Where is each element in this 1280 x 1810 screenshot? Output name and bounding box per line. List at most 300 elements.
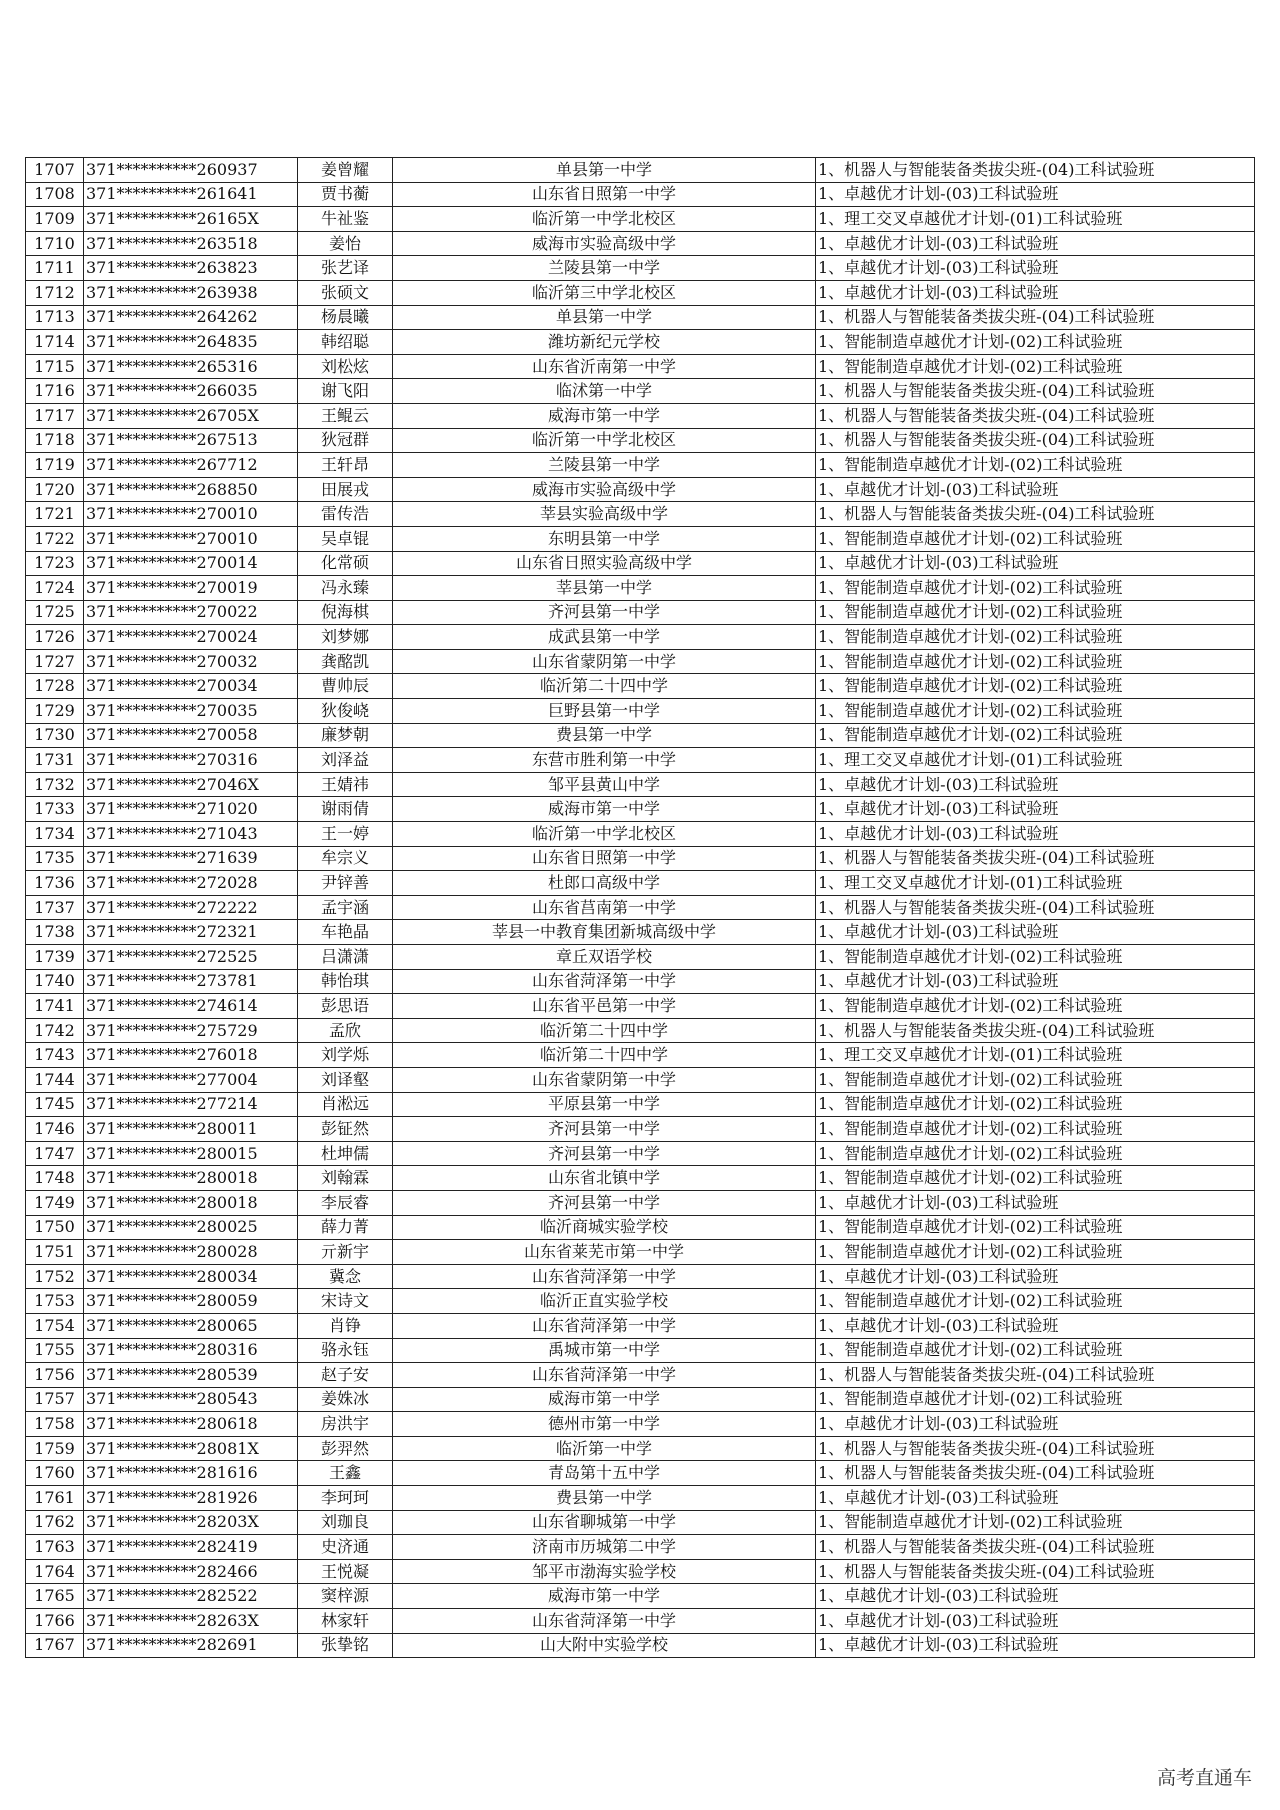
cell-school: 临沂第一中学 — [393, 1436, 816, 1461]
cell-seq-number: 1744 — [26, 1067, 84, 1092]
cell-seq-number: 1734 — [26, 822, 84, 847]
cell-seq-number: 1714 — [26, 330, 84, 355]
cell-program: 1、卓越优才计划-(03)工科试验班 — [816, 182, 1255, 207]
cell-school: 山东省蒙阴第一中学 — [393, 649, 816, 674]
cell-program: 1、卓越优才计划-(03)工科试验班 — [816, 969, 1255, 994]
table-row — [26, 945, 1255, 970]
cell-program: 1、机器人与智能装备类拔尖班-(04)工科试验班 — [816, 428, 1255, 453]
cell-seq-number: 1761 — [26, 1486, 84, 1511]
cell-seq-number: 1764 — [26, 1559, 84, 1584]
cell-school: 禹城市第一中学 — [393, 1338, 816, 1363]
cell-seq-number: 1732 — [26, 772, 84, 797]
cell-student-name: 谢雨倩 — [298, 797, 393, 822]
cell-student-name: 刘译壑 — [298, 1067, 393, 1092]
cell-id-number: 371**********263823 — [84, 256, 298, 281]
cell-student-name: 彭钲然 — [298, 1117, 393, 1142]
table-row — [26, 1141, 1255, 1166]
cell-student-name: 张硕文 — [298, 280, 393, 305]
cell-student-name: 曹帅辰 — [298, 674, 393, 699]
cell-student-name: 狄俊峣 — [298, 699, 393, 724]
cell-seq-number: 1755 — [26, 1338, 84, 1363]
cell-student-name: 刘珈良 — [298, 1510, 393, 1535]
cell-program: 1、智能制造卓越优才计划-(02)工科试验班 — [816, 354, 1255, 379]
cell-seq-number: 1746 — [26, 1117, 84, 1142]
cell-seq-number: 1759 — [26, 1436, 84, 1461]
cell-id-number: 371**********272222 — [84, 895, 298, 920]
table-row — [26, 1633, 1255, 1658]
cell-school: 莘县实验高级中学 — [393, 502, 816, 527]
cell-student-name: 彭羿然 — [298, 1436, 393, 1461]
cell-seq-number: 1723 — [26, 551, 84, 576]
cell-id-number: 371**********280618 — [84, 1412, 298, 1437]
cell-school: 山东省平邑第一中学 — [393, 994, 816, 1019]
cell-id-number: 371**********264262 — [84, 305, 298, 330]
cell-id-number: 371**********263518 — [84, 231, 298, 256]
cell-student-name: 宋诗文 — [298, 1289, 393, 1314]
table-row — [26, 428, 1255, 453]
cell-seq-number: 1758 — [26, 1412, 84, 1437]
cell-student-name: 冀念 — [298, 1264, 393, 1289]
cell-school: 山东省菏泽第一中学 — [393, 1264, 816, 1289]
cell-seq-number: 1765 — [26, 1584, 84, 1609]
table-row — [26, 1363, 1255, 1388]
cell-program: 1、智能制造卓越优才计划-(02)工科试验班 — [816, 1289, 1255, 1314]
table-body — [26, 158, 1255, 1658]
cell-school: 山东省菏泽第一中学 — [393, 1313, 816, 1338]
cell-student-name: 王轩昂 — [298, 453, 393, 478]
table-row — [26, 453, 1255, 478]
cell-student-name: 吴卓锟 — [298, 526, 393, 551]
cell-seq-number: 1736 — [26, 871, 84, 896]
cell-program: 1、机器人与智能装备类拔尖班-(04)工科试验班 — [816, 1461, 1255, 1486]
cell-seq-number: 1715 — [26, 354, 84, 379]
cell-student-name: 刘学烁 — [298, 1043, 393, 1068]
cell-program: 1、卓越优才计划-(03)工科试验班 — [816, 1412, 1255, 1437]
cell-student-name: 车艳晶 — [298, 920, 393, 945]
cell-school: 潍坊新纪元学校 — [393, 330, 816, 355]
cell-seq-number: 1720 — [26, 477, 84, 502]
cell-program: 1、智能制造卓越优才计划-(02)工科试验班 — [816, 723, 1255, 748]
table-row — [26, 1486, 1255, 1511]
cell-program: 1、理工交叉卓越优才计划-(01)工科试验班 — [816, 1043, 1255, 1068]
cell-program: 1、智能制造卓越优才计划-(02)工科试验班 — [816, 994, 1255, 1019]
cell-id-number: 371**********27046X — [84, 772, 298, 797]
table-row — [26, 207, 1255, 232]
cell-school: 东明县第一中学 — [393, 526, 816, 551]
cell-school: 临沂第一中学北校区 — [393, 207, 816, 232]
cell-school: 章丘双语学校 — [393, 945, 816, 970]
cell-id-number: 371**********280539 — [84, 1363, 298, 1388]
cell-student-name: 姜姝冰 — [298, 1387, 393, 1412]
cell-school: 莘县第一中学 — [393, 576, 816, 601]
cell-student-name: 王悦凝 — [298, 1559, 393, 1584]
cell-school: 山东省日照第一中学 — [393, 182, 816, 207]
cell-id-number: 371**********282522 — [84, 1584, 298, 1609]
cell-program: 1、机器人与智能装备类拔尖班-(04)工科试验班 — [816, 1535, 1255, 1560]
cell-id-number: 371**********260937 — [84, 158, 298, 183]
cell-student-name: 化常硕 — [298, 551, 393, 576]
cell-school: 济南市历城第二中学 — [393, 1535, 816, 1560]
cell-id-number: 371**********28263X — [84, 1609, 298, 1634]
cell-seq-number: 1719 — [26, 453, 84, 478]
cell-school: 青岛第十五中学 — [393, 1461, 816, 1486]
table-row — [26, 403, 1255, 428]
table-row — [26, 1117, 1255, 1142]
cell-school: 山东省莱芜市第一中学 — [393, 1240, 816, 1265]
table-row — [26, 1584, 1255, 1609]
cell-program: 1、智能制造卓越优才计划-(02)工科试验班 — [816, 330, 1255, 355]
cell-seq-number: 1739 — [26, 945, 84, 970]
cell-student-name: 张挚铭 — [298, 1633, 393, 1658]
cell-seq-number: 1711 — [26, 256, 84, 281]
cell-id-number: 371**********270019 — [84, 576, 298, 601]
cell-student-name: 姜曾耀 — [298, 158, 393, 183]
cell-student-name: 田展戎 — [298, 477, 393, 502]
table-row — [26, 1215, 1255, 1240]
table-row — [26, 182, 1255, 207]
cell-id-number: 371**********272321 — [84, 920, 298, 945]
table-row — [26, 748, 1255, 773]
table-row — [26, 551, 1255, 576]
cell-student-name: 肖淞远 — [298, 1092, 393, 1117]
cell-school: 德州市第一中学 — [393, 1412, 816, 1437]
cell-school: 杜郎口高级中学 — [393, 871, 816, 896]
cell-program: 1、卓越优才计划-(03)工科试验班 — [816, 1190, 1255, 1215]
table-row — [26, 1387, 1255, 1412]
cell-student-name: 韩怡琪 — [298, 969, 393, 994]
table-row — [26, 354, 1255, 379]
cell-student-name: 史济通 — [298, 1535, 393, 1560]
cell-id-number: 371**********274614 — [84, 994, 298, 1019]
cell-student-name: 廉梦朝 — [298, 723, 393, 748]
cell-student-name: 亓新宇 — [298, 1240, 393, 1265]
cell-school: 山东省沂南第一中学 — [393, 354, 816, 379]
cell-seq-number: 1749 — [26, 1190, 84, 1215]
cell-seq-number: 1716 — [26, 379, 84, 404]
cell-program: 1、卓越优才计划-(03)工科试验班 — [816, 551, 1255, 576]
cell-id-number: 371**********280018 — [84, 1166, 298, 1191]
cell-seq-number: 1730 — [26, 723, 84, 748]
table-row — [26, 1313, 1255, 1338]
cell-id-number: 371**********280316 — [84, 1338, 298, 1363]
table-row — [26, 920, 1255, 945]
cell-program: 1、机器人与智能装备类拔尖班-(04)工科试验班 — [816, 895, 1255, 920]
cell-student-name: 龚酩凯 — [298, 649, 393, 674]
cell-seq-number: 1748 — [26, 1166, 84, 1191]
table-row — [26, 256, 1255, 281]
cell-student-name: 杜坤儒 — [298, 1141, 393, 1166]
cell-school: 临沂第一中学北校区 — [393, 428, 816, 453]
cell-school: 山大附中实验学校 — [393, 1633, 816, 1658]
cell-id-number: 371**********271639 — [84, 846, 298, 871]
table-row — [26, 158, 1255, 183]
cell-student-name: 狄冠群 — [298, 428, 393, 453]
cell-program: 1、卓越优才计划-(03)工科试验班 — [816, 1486, 1255, 1511]
cell-id-number: 371**********26165X — [84, 207, 298, 232]
table-row — [26, 1412, 1255, 1437]
cell-student-name: 王婧祎 — [298, 772, 393, 797]
table-row — [26, 1559, 1255, 1584]
cell-school: 邹平市渤海实验学校 — [393, 1559, 816, 1584]
cell-id-number: 371**********270010 — [84, 526, 298, 551]
cell-program: 1、卓越优才计划-(03)工科试验班 — [816, 822, 1255, 847]
admission-list-table — [25, 157, 1255, 1658]
table-row — [26, 1461, 1255, 1486]
table-row — [26, 1338, 1255, 1363]
cell-school: 邹平县黄山中学 — [393, 772, 816, 797]
table-row — [26, 822, 1255, 847]
cell-seq-number: 1710 — [26, 231, 84, 256]
cell-school: 费县第一中学 — [393, 1486, 816, 1511]
cell-student-name: 骆永钰 — [298, 1338, 393, 1363]
cell-id-number: 371**********280025 — [84, 1215, 298, 1240]
cell-seq-number: 1743 — [26, 1043, 84, 1068]
cell-school: 东营市胜利第一中学 — [393, 748, 816, 773]
table-row — [26, 846, 1255, 871]
cell-student-name: 房洪宇 — [298, 1412, 393, 1437]
cell-program: 1、机器人与智能装备类拔尖班-(04)工科试验班 — [816, 379, 1255, 404]
cell-student-name: 刘松炫 — [298, 354, 393, 379]
cell-id-number: 371**********270014 — [84, 551, 298, 576]
cell-id-number: 371**********270034 — [84, 674, 298, 699]
table-row — [26, 1067, 1255, 1092]
cell-student-name: 姜怡 — [298, 231, 393, 256]
cell-seq-number: 1709 — [26, 207, 84, 232]
table-row — [26, 1190, 1255, 1215]
table-row — [26, 1043, 1255, 1068]
cell-program: 1、智能制造卓越优才计划-(02)工科试验班 — [816, 1141, 1255, 1166]
watermark-text: 高考直通车 — [1156, 1767, 1252, 1789]
table-row — [26, 1436, 1255, 1461]
cell-school: 单县第一中学 — [393, 158, 816, 183]
table-row — [26, 1510, 1255, 1535]
cell-id-number: 371**********280065 — [84, 1313, 298, 1338]
cell-program: 1、理工交叉卓越优才计划-(01)工科试验班 — [816, 207, 1255, 232]
table-row — [26, 576, 1255, 601]
cell-id-number: 371**********26705X — [84, 403, 298, 428]
cell-program: 1、卓越优才计划-(03)工科试验班 — [816, 920, 1255, 945]
cell-id-number: 371**********265316 — [84, 354, 298, 379]
cell-student-name: 王鲲云 — [298, 403, 393, 428]
cell-student-name: 肖铮 — [298, 1313, 393, 1338]
cell-program: 1、智能制造卓越优才计划-(02)工科试验班 — [816, 1117, 1255, 1142]
cell-program: 1、智能制造卓越优才计划-(02)工科试验班 — [816, 526, 1255, 551]
cell-student-name: 刘泽益 — [298, 748, 393, 773]
cell-program: 1、智能制造卓越优才计划-(02)工科试验班 — [816, 1166, 1255, 1191]
cell-school: 山东省菏泽第一中学 — [393, 1363, 816, 1388]
cell-school: 平原县第一中学 — [393, 1092, 816, 1117]
cell-seq-number: 1731 — [26, 748, 84, 773]
cell-id-number: 371**********271020 — [84, 797, 298, 822]
cell-id-number: 371**********276018 — [84, 1043, 298, 1068]
cell-school: 兰陵县第一中学 — [393, 256, 816, 281]
table-row — [26, 871, 1255, 896]
table-row — [26, 280, 1255, 305]
cell-program: 1、智能制造卓越优才计划-(02)工科试验班 — [816, 649, 1255, 674]
table-row — [26, 1166, 1255, 1191]
cell-program: 1、智能制造卓越优才计划-(02)工科试验班 — [816, 1240, 1255, 1265]
cell-program: 1、智能制造卓越优才计划-(02)工科试验班 — [816, 1215, 1255, 1240]
table-row — [26, 477, 1255, 502]
cell-program: 1、卓越优才计划-(03)工科试验班 — [816, 1313, 1255, 1338]
cell-program: 1、机器人与智能装备类拔尖班-(04)工科试验班 — [816, 403, 1255, 428]
cell-id-number: 371**********263938 — [84, 280, 298, 305]
cell-school: 齐河县第一中学 — [393, 1141, 816, 1166]
table-row — [26, 699, 1255, 724]
table-row — [26, 231, 1255, 256]
table-row — [26, 625, 1255, 650]
cell-seq-number: 1722 — [26, 526, 84, 551]
cell-program: 1、智能制造卓越优才计划-(02)工科试验班 — [816, 600, 1255, 625]
cell-program: 1、智能制造卓越优才计划-(02)工科试验班 — [816, 1338, 1255, 1363]
cell-student-name: 冯永臻 — [298, 576, 393, 601]
cell-program: 1、卓越优才计划-(03)工科试验班 — [816, 772, 1255, 797]
cell-student-name: 雷传浩 — [298, 502, 393, 527]
cell-school: 临沂第一中学北校区 — [393, 822, 816, 847]
cell-student-name: 彭思语 — [298, 994, 393, 1019]
cell-program: 1、智能制造卓越优才计划-(02)工科试验班 — [816, 1387, 1255, 1412]
cell-school: 莘县一中教育集团新城高级中学 — [393, 920, 816, 945]
cell-school: 山东省菏泽第一中学 — [393, 969, 816, 994]
cell-program: 1、智能制造卓越优才计划-(02)工科试验班 — [816, 453, 1255, 478]
cell-school: 威海市第一中学 — [393, 1387, 816, 1412]
table-row — [26, 1264, 1255, 1289]
cell-seq-number: 1717 — [26, 403, 84, 428]
cell-id-number: 371**********270024 — [84, 625, 298, 650]
cell-seq-number: 1756 — [26, 1363, 84, 1388]
table-row — [26, 969, 1255, 994]
cell-student-name: 贾书蘅 — [298, 182, 393, 207]
cell-school: 单县第一中学 — [393, 305, 816, 330]
cell-student-name: 王一婷 — [298, 822, 393, 847]
table-row — [26, 600, 1255, 625]
cell-id-number: 371**********28081X — [84, 1436, 298, 1461]
cell-program: 1、智能制造卓越优才计划-(02)工科试验班 — [816, 1092, 1255, 1117]
cell-school: 山东省蒙阴第一中学 — [393, 1067, 816, 1092]
cell-seq-number: 1718 — [26, 428, 84, 453]
cell-seq-number: 1762 — [26, 1510, 84, 1535]
cell-id-number: 371**********281926 — [84, 1486, 298, 1511]
table-row — [26, 1018, 1255, 1043]
cell-student-name: 李辰睿 — [298, 1190, 393, 1215]
cell-id-number: 371**********273781 — [84, 969, 298, 994]
cell-seq-number: 1751 — [26, 1240, 84, 1265]
cell-student-name: 赵子安 — [298, 1363, 393, 1388]
table-row — [26, 895, 1255, 920]
table-row — [26, 1289, 1255, 1314]
cell-id-number: 371**********266035 — [84, 379, 298, 404]
cell-program: 1、智能制造卓越优才计划-(02)工科试验班 — [816, 674, 1255, 699]
cell-student-name: 薛力菁 — [298, 1215, 393, 1240]
cell-seq-number: 1728 — [26, 674, 84, 699]
cell-program: 1、智能制造卓越优才计划-(02)工科试验班 — [816, 625, 1255, 650]
table-row — [26, 772, 1255, 797]
cell-program: 1、卓越优才计划-(03)工科试验班 — [816, 256, 1255, 281]
cell-school: 临沂第二十四中学 — [393, 674, 816, 699]
cell-school: 费县第一中学 — [393, 723, 816, 748]
cell-school: 巨野县第一中学 — [393, 699, 816, 724]
cell-id-number: 371**********271043 — [84, 822, 298, 847]
cell-student-name: 窦梓源 — [298, 1584, 393, 1609]
cell-id-number: 371**********280543 — [84, 1387, 298, 1412]
cell-student-name: 杨晨曦 — [298, 305, 393, 330]
cell-school: 成武县第一中学 — [393, 625, 816, 650]
cell-school: 临沂第三中学北校区 — [393, 280, 816, 305]
cell-school: 威海市第一中学 — [393, 797, 816, 822]
cell-school: 兰陵县第一中学 — [393, 453, 816, 478]
cell-student-name: 张艺译 — [298, 256, 393, 281]
cell-id-number: 371**********282691 — [84, 1633, 298, 1658]
cell-id-number: 371**********270316 — [84, 748, 298, 773]
table-row — [26, 379, 1255, 404]
cell-program: 1、机器人与智能装备类拔尖班-(04)工科试验班 — [816, 502, 1255, 527]
cell-id-number: 371**********282419 — [84, 1535, 298, 1560]
cell-seq-number: 1741 — [26, 994, 84, 1019]
cell-program: 1、理工交叉卓越优才计划-(01)工科试验班 — [816, 871, 1255, 896]
cell-student-name: 孟宇涵 — [298, 895, 393, 920]
cell-seq-number: 1766 — [26, 1609, 84, 1634]
cell-seq-number: 1760 — [26, 1461, 84, 1486]
cell-school: 临沭第一中学 — [393, 379, 816, 404]
cell-seq-number: 1726 — [26, 625, 84, 650]
cell-program: 1、卓越优才计划-(03)工科试验班 — [816, 1633, 1255, 1658]
cell-id-number: 371**********280059 — [84, 1289, 298, 1314]
cell-school: 临沂正直实验学校 — [393, 1289, 816, 1314]
cell-school: 山东省北镇中学 — [393, 1166, 816, 1191]
cell-seq-number: 1708 — [26, 182, 84, 207]
cell-program: 1、机器人与智能装备类拔尖班-(04)工科试验班 — [816, 1559, 1255, 1584]
cell-program: 1、卓越优才计划-(03)工科试验班 — [816, 797, 1255, 822]
cell-school: 齐河县第一中学 — [393, 1190, 816, 1215]
cell-program: 1、理工交叉卓越优才计划-(01)工科试验班 — [816, 748, 1255, 773]
cell-seq-number: 1735 — [26, 846, 84, 871]
cell-id-number: 371**********261641 — [84, 182, 298, 207]
cell-program: 1、卓越优才计划-(03)工科试验班 — [816, 477, 1255, 502]
table-row — [26, 526, 1255, 551]
cell-school: 山东省日照第一中学 — [393, 846, 816, 871]
cell-seq-number: 1745 — [26, 1092, 84, 1117]
cell-id-number: 371**********280015 — [84, 1141, 298, 1166]
table-row — [26, 502, 1255, 527]
cell-school: 威海市实验高级中学 — [393, 231, 816, 256]
cell-student-name: 尹锌善 — [298, 871, 393, 896]
cell-id-number: 371**********281616 — [84, 1461, 298, 1486]
cell-student-name: 李珂珂 — [298, 1486, 393, 1511]
cell-program: 1、机器人与智能装备类拔尖班-(04)工科试验班 — [816, 846, 1255, 871]
cell-student-name: 刘梦娜 — [298, 625, 393, 650]
table-row — [26, 305, 1255, 330]
cell-id-number: 371**********282466 — [84, 1559, 298, 1584]
cell-id-number: 371**********270032 — [84, 649, 298, 674]
table-row — [26, 649, 1255, 674]
cell-school: 齐河县第一中学 — [393, 600, 816, 625]
cell-seq-number: 1733 — [26, 797, 84, 822]
table-row — [26, 674, 1255, 699]
cell-student-name: 孟欣 — [298, 1018, 393, 1043]
cell-id-number: 371**********275729 — [84, 1018, 298, 1043]
cell-program: 1、机器人与智能装备类拔尖班-(04)工科试验班 — [816, 305, 1255, 330]
cell-id-number: 371**********277214 — [84, 1092, 298, 1117]
cell-school: 山东省莒南第一中学 — [393, 895, 816, 920]
cell-program: 1、智能制造卓越优才计划-(02)工科试验班 — [816, 576, 1255, 601]
table-row — [26, 1609, 1255, 1634]
cell-program: 1、机器人与智能装备类拔尖班-(04)工科试验班 — [816, 1436, 1255, 1461]
cell-seq-number: 1752 — [26, 1264, 84, 1289]
table-row — [26, 723, 1255, 748]
cell-program: 1、机器人与智能装备类拔尖班-(04)工科试验班 — [816, 1018, 1255, 1043]
cell-id-number: 371**********272525 — [84, 945, 298, 970]
cell-school: 临沂第二十四中学 — [393, 1043, 816, 1068]
